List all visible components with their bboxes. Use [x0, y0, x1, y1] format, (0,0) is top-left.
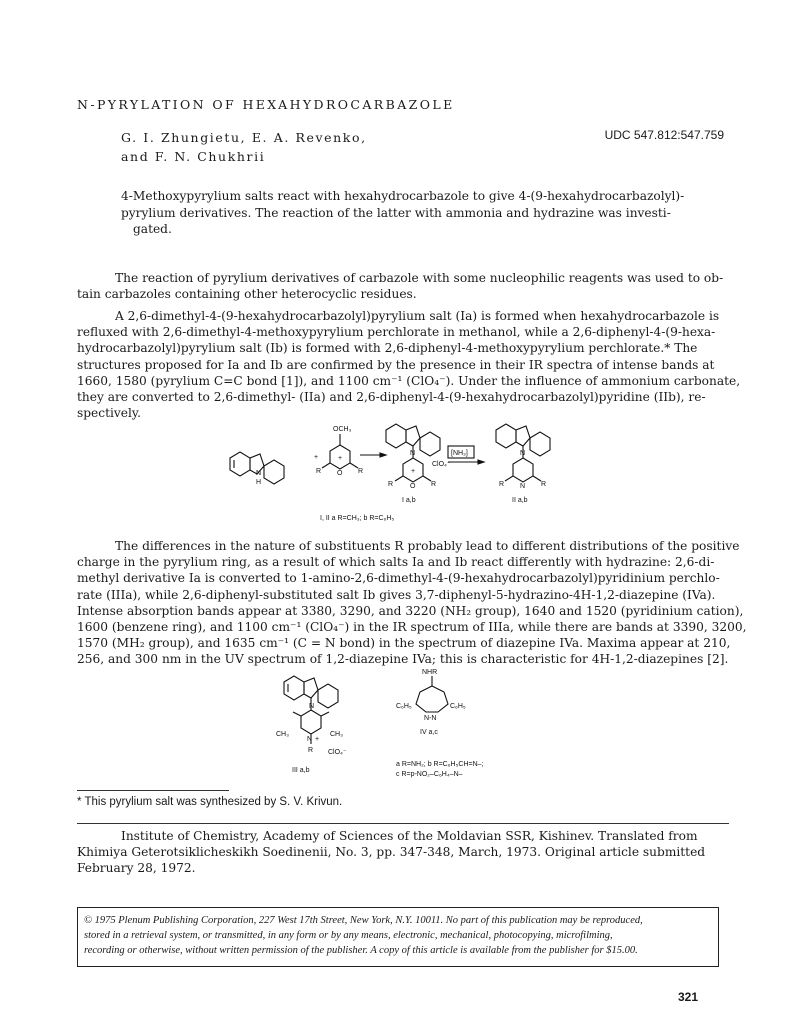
text-line: 256, and 300 nm in the UV spectrum of 1,2-diazepine IVa; this is characteristic for 4H-1,2-diazepines [2]. [77, 652, 729, 667]
copyright-line: © 1975 Plenum Publishing Corporation, 227 West 17th Street, New York, N.Y. 10011. No part of this publication may be reproduced, [84, 915, 643, 926]
pyrylium-charge: + [338, 455, 343, 462]
text-line: hydrocarbazolyl)pyrylium salt (Ib) is formed with 2,6-diphenyl-4-methoxypyrylium perchlorate.* The [77, 341, 698, 356]
n-atom: N [410, 450, 416, 457]
footnote: * This pyrylium salt was synthesized by S. V. Krivun. [77, 796, 343, 808]
text-line: 1600 (benzene ring), and 1100 cm⁻¹ (ClO₄⁻) in the IR spectrum of IIIa, while there are bands at 3390, 3200, [77, 620, 747, 635]
pyridinium-charge: + [315, 736, 320, 743]
reaction-scheme-2 [270, 666, 570, 781]
n-n-label: N-N [424, 715, 437, 722]
o-atom: O [337, 470, 343, 477]
o-atom: O [410, 483, 416, 490]
ch3-label: CH₃ [330, 731, 343, 738]
scheme2-legend-c: c R=p-NO₂–C₆H₄–N– [396, 771, 463, 778]
n-atom: N [307, 736, 313, 743]
text-line: methyl derivative Ia is converted to 1-amino-2,6-dimethyl-4-(9-hexahydrocarbazolyl)pyridinium perchlo- [77, 571, 720, 586]
paragraph-3 [77, 538, 747, 668]
abstract-line: pyrylium derivatives. The reaction of the latter with ammonia and hydrazine was investi- [121, 205, 671, 220]
text-line: The differences in the nature of substituents R probably lead to different distributions of the positive [115, 539, 740, 553]
perchlorate: ClO₄⁻ [432, 461, 451, 468]
authors [121, 128, 367, 166]
plus-sign: + [314, 454, 319, 461]
abstract-line: gated. [133, 222, 172, 236]
nhr-label: NHR [422, 669, 438, 676]
phenyl-label: C₆H₅ [396, 703, 412, 710]
text-line: 1660, 1580 (pyrylium C=C bond [1]), and 1100 cm⁻¹ (ClO₄⁻). Under the influence of ammonium carbonate, [77, 373, 741, 388]
compound-label-ii: II a,b [512, 497, 528, 504]
paragraph-1 [77, 270, 729, 302]
reaction-scheme-1 [220, 420, 600, 530]
institute-line: February 28, 1972. [77, 861, 196, 876]
text-line: structures proposed for Ia and Ib are confirmed by the presence in their IR spectra of intense bands at [77, 357, 715, 372]
footnote-rule [77, 790, 229, 791]
ch3-label: CH₃ [276, 731, 289, 738]
text-line: rate (IIIa), while 2,6-diphenyl-substituted salt Ib gives 3,7-diphenyl-5-hydrazino-4H-1,2-diazepine (IVa). [77, 587, 716, 602]
text-line: refluxed with 2,6-dimethyl-4-methoxypyrylium perchlorate in methanol, while a 2,6-diphenyl-4-(9-hexa- [77, 325, 716, 340]
abstract [121, 188, 721, 238]
pyrylium-charge: + [411, 468, 416, 475]
r-group: R [499, 481, 505, 488]
n-atom: N [256, 470, 262, 477]
och3-label: OCH₃ [333, 426, 352, 433]
text-line: charge in the pyrylium ring, as a result of which salts Ia and Ib react differently with hydrazine: 2,6-di- [77, 555, 715, 570]
copyright-notice [84, 913, 712, 958]
text-line: A 2,6-dimethyl-4-(9-hexahydrocarbazolyl)pyrylium salt (Ia) is formed when hexahydrocarbazole is [115, 309, 720, 323]
perchlorate: ClO₄⁻ [328, 749, 347, 756]
text-line: Intense absorption bands appear at 3380, 3290, and 3220 (NH₂ group), 1640 and 1520 (pyridinium cation), [77, 603, 744, 618]
text-line: they are converted to 2,6-dimethyl- (IIa) and 2,6-diphenyl-4-(9-hexahydrocarbazolyl)pyridine (IIb), re- [77, 390, 706, 405]
r-group: R [358, 468, 364, 475]
n-atom: N [520, 483, 526, 490]
r-group: R [316, 468, 322, 475]
r-group: R [388, 481, 394, 488]
author-line: and F. N. Chukhrii [121, 149, 266, 164]
institute-line: Khimiya Geterotsiklicheskikh Soedinenii, No. 3, pp. 347-348, March, 1973. Original article submitted [77, 845, 706, 860]
compound-label-iv: IV a,c [420, 729, 438, 736]
abstract-line: 4-Methoxypyrylium salts react with hexahydrocarbazole to give 4-(9-hexahydrocarbazolyl)- [121, 189, 685, 203]
institute-line: Institute of Chemistry, Academy of Sciences of the Moldavian SSR, Kishinev. Translated from [121, 829, 698, 843]
n-atom: N [520, 450, 526, 457]
h-atom: H [256, 479, 262, 486]
scheme1-legend: I, II a R=CH₃; b R=C₆H₅ [320, 515, 395, 522]
phenyl-label: C₆H₅ [450, 703, 466, 710]
paragraph-2 [77, 308, 741, 421]
institute-note [77, 828, 721, 877]
institute-rule [77, 823, 729, 824]
copyright-line: recording or otherwise, without written permission of the publisher. A copy of this article is available from the publisher for $15.00. [84, 945, 638, 956]
text-line: tain carbazoles containing other heterocyclic residues. [77, 287, 417, 302]
compound-label-i: I a,b [402, 497, 416, 504]
reagent-nh3: [NH₃] [451, 450, 468, 457]
n-atom: N [309, 703, 315, 710]
text-line: The reaction of pyrylium derivatives of carbazole with some nucleophilic reagents was used to ob- [115, 271, 724, 285]
text-line: spectively. [77, 406, 142, 421]
r-group: R [431, 481, 437, 488]
compound-label-iii: III a,b [292, 767, 310, 774]
text-line: 1570 (MH₂ group), and 1635 cm⁻¹ (C = N bond) in the spectrum of diazepine IVa. Maxima appear at 210, [77, 636, 731, 651]
scheme2-legend-a: a R=NH₂; b R=C₆H₅CH=N–; [396, 761, 484, 768]
r-group: R [541, 481, 547, 488]
author-line: G. I. Zhungietu, E. A. Revenko, [121, 130, 367, 145]
copyright-line: stored in a retrieval system, or transmitted, in any form or by any means, electronic, mechanical, photocopying, microfilming, [84, 930, 613, 941]
r-group: R [308, 747, 314, 754]
article-title: N-PYRYLATION OF HEXAHYDROCARBAZOLE [77, 97, 455, 112]
page-number: 321 [678, 990, 699, 1004]
udc-code: UDC 547.812:547.759 [604, 128, 724, 142]
